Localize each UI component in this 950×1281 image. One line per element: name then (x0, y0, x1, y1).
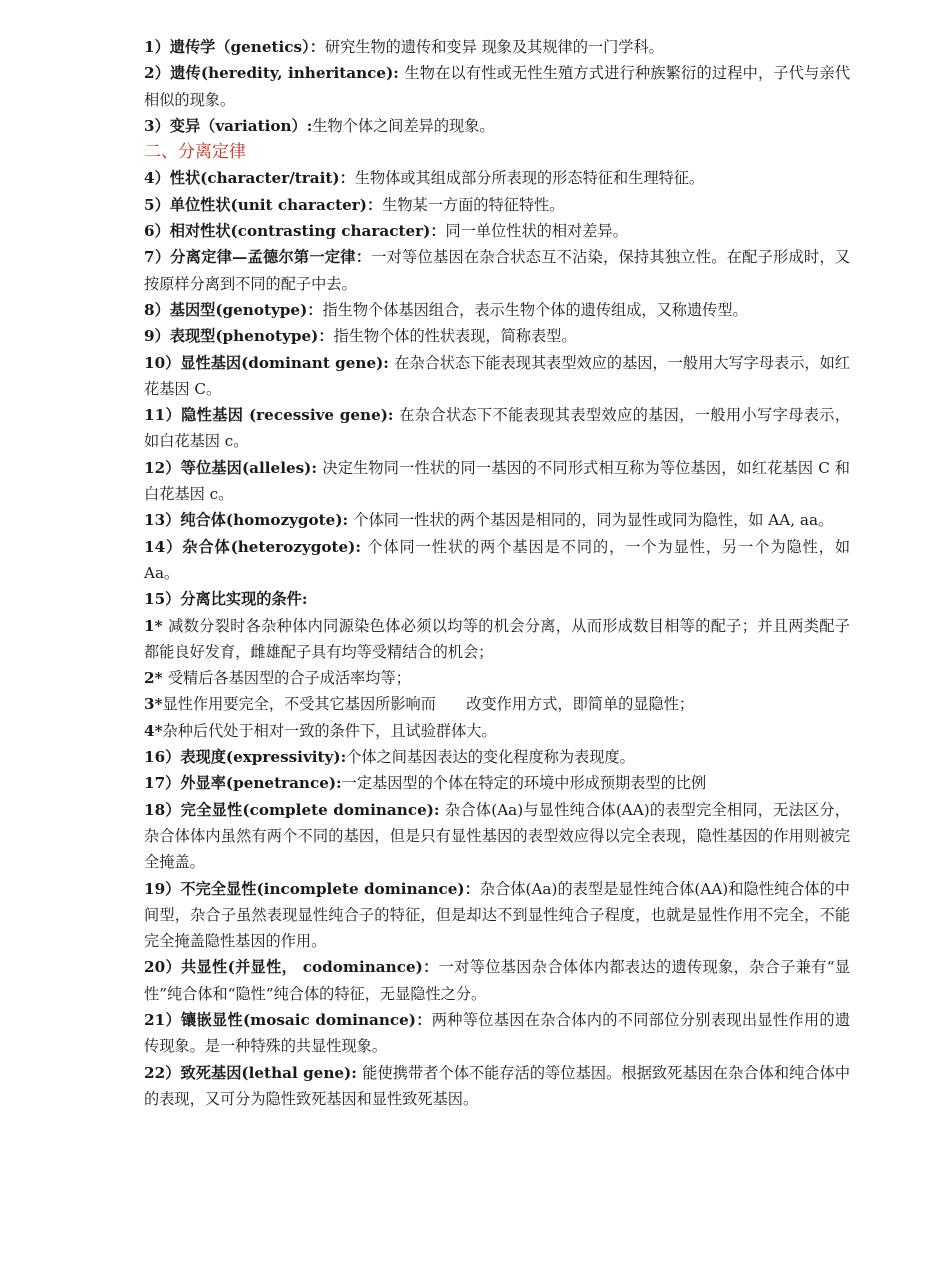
document-page (144, 34, 850, 1112)
item-number: 21） (144, 1010, 181, 1029)
item-term: 变异（variation）: (169, 116, 313, 135)
item-number: 14） (144, 537, 183, 556)
item-text: 生物在以有性或无性生殖方式进行种族繁衍的过程中，子代与亲代相似的现象。 (144, 64, 851, 109)
item-term: 完全显性(complete dominance): (180, 800, 440, 819)
item-text: 受精后各基因型的合子成活率均等； (167, 669, 411, 688)
item-term: 镶嵌显性(mosaic dominance) (180, 1010, 416, 1029)
item-text: 生物个体之间差异的现象。 (312, 116, 495, 135)
item-term: 不完全显性(incomplete dominance) (180, 879, 465, 898)
item-term: 遗传学（genetics） (169, 38, 310, 56)
item-separator: ： (430, 222, 446, 241)
item-term: 分离比实现的条件: (180, 590, 308, 609)
item-text: 能使携带者个体不能存活的等位基因。根据致死基因在杂合体和纯合体中的表现，又可分为隐性致死基因和显性致死基因。 (144, 1063, 851, 1108)
definition-item (144, 797, 850, 876)
definition-item (144, 402, 850, 455)
item-term: 分离定律—孟德尔第一定律 (170, 248, 356, 267)
item-text: 两种等位基因在杂合体内的不同部位分别表现出显性作用的遗传现象。是一种特殊的共显性现象。 (144, 1010, 851, 1056)
item-separator: ： (318, 327, 334, 346)
definition-item (144, 876, 850, 955)
item-text: 指生物个体基因组合，表示生物个体的遗传组成，又称遗传型。 (322, 300, 748, 319)
definition-item (144, 34, 850, 60)
item-text: 个体同一性状的两个基因是相同的，同为显性或同为隐性，如 AA, aa。 (353, 511, 834, 530)
item-term: 表现型(phenotype) (169, 327, 319, 346)
definition-item (144, 586, 850, 612)
definition-item (144, 323, 850, 349)
item-number: 4） (144, 169, 170, 188)
item-text: 杂合体(Aa)与显性纯合体(AA)的表型完全相同，无法区分，杂合体体内虽然有两个不同的基因，但是只有显性基因的表型效应得以完全表现，隐性基因的作用则被完全掩盖。 (144, 800, 850, 872)
item-term: 基因型(genotype) (169, 300, 308, 319)
definitions-list (144, 165, 850, 1112)
item-separator: ： (309, 38, 325, 56)
item-text: 生物体或其组成部分所表现的形态特征和生理特征。 (354, 169, 705, 188)
item-number: 12） (144, 458, 181, 477)
item-text: 生物某一方面的特征特性。 (382, 195, 565, 214)
item-number: 9） (144, 327, 170, 346)
item-text: 减数分裂时各杂种体内同源染色体必须以均等的机会分离，从而形成数目相等的配子；并且两类配子都能良好发育，雌雄配子具有均等受精结合的机会； (144, 616, 850, 661)
item-number: 20） (144, 958, 181, 977)
item-number: 1） (144, 38, 170, 56)
definition-item (144, 507, 850, 533)
item-term: 等位基因(alleles): (180, 458, 317, 477)
item-text: 一对等位基因杂合体体内都表达的遗传现象，杂合子兼有“显性”纯合体和“隐性”纯合体的特征，无显隐性之分。 (144, 958, 851, 1003)
definition-item (144, 613, 850, 666)
item-text: 在杂合状态下能表现其表型效应的基因，一般用大写字母表示，如红花基因 C。 (144, 353, 850, 398)
item-term: 遗传(heredity, inheritance): (170, 64, 399, 83)
item-text: 在杂合状态下不能表现其表型效应的基因，一般用小写字母表示，如白花基因 c。 (144, 406, 851, 451)
item-term: 相对性状(contrasting character) (169, 222, 431, 241)
definition-item (144, 770, 850, 796)
item-number: 16） (144, 748, 181, 767)
item-term: 单位性状(unit character) (169, 195, 367, 214)
item-number: 7） (144, 248, 171, 267)
item-number: 4* (144, 721, 163, 740)
item-separator: ： (339, 169, 355, 188)
item-text: 决定生物同一性状的同一基因的不同形式相互称为等位基因，如红花基因 C 和白花基因 c。 (144, 458, 850, 504)
item-separator: ： (415, 1010, 432, 1029)
item-number: 2* (144, 669, 163, 688)
definition-item (144, 192, 850, 218)
item-number: 8） (144, 300, 170, 319)
section-heading: 二、分离定律 (144, 142, 246, 163)
item-number: 19） (144, 879, 181, 898)
item-text: 指生物个体的性状表现，简称表型。 (333, 327, 577, 346)
item-text: 同一单位性状的相对差异。 (445, 222, 628, 241)
definition-item (144, 297, 850, 323)
definition-item (144, 244, 850, 297)
definition-item (144, 534, 850, 587)
item-number: 1* (144, 616, 163, 635)
definition-item (144, 113, 850, 139)
item-number: 5） (144, 195, 170, 214)
item-separator: ： (355, 248, 372, 267)
item-term: 纯合体(homozygote): (180, 511, 349, 530)
item-number: 6） (144, 222, 170, 241)
item-number: 18） (144, 800, 181, 819)
item-number: 13） (144, 511, 181, 530)
definitions-intro (144, 34, 850, 139)
item-text: 个体之间基因表达的变化程度称为表现度。 (346, 748, 635, 767)
definition-item (144, 691, 850, 717)
definition-item (144, 954, 850, 1007)
item-term: 表现度(expressivity): (180, 748, 347, 767)
definition-item (144, 1060, 850, 1113)
item-text: 杂合体(Aa)的表型是显性纯合体(AA)和隐性纯合体的中间型，杂合子虽然表现显性纯合子的特征，但是却达不到显性纯合子程度，也就是显性作用不完全，不能完全掩盖隐性基因的作用。 (144, 879, 850, 951)
definition-item (144, 718, 850, 744)
item-term: 致死基因(lethal gene): (180, 1063, 357, 1082)
item-term: 杂合体(heterozygote): (182, 537, 361, 556)
definition-item (144, 350, 850, 403)
item-text: 研究生物的遗传和变异 现象及其规律的一门学科。 (324, 38, 664, 56)
item-text: 显性作用要完全，不受其它基因所影响而 改变作用方式，即简单的显隐性； (162, 695, 695, 714)
item-term: 外显率(penetrance): (180, 774, 342, 793)
definition-item (144, 218, 850, 244)
item-term: 共显性(并显性， codominance) (181, 958, 423, 977)
item-number: 22） (144, 1063, 181, 1082)
definition-item (144, 60, 850, 113)
item-term: 显性基因(dominant gene): (180, 353, 389, 372)
definition-item (144, 744, 850, 770)
item-separator: ： (366, 195, 383, 214)
item-separator: ： (422, 958, 439, 977)
item-term: 性状(character/trait) (169, 169, 340, 188)
item-text: 杂种后代处于相对一致的条件下，且试验群体大。 (162, 721, 497, 740)
item-separator: ： (464, 879, 480, 898)
item-number: 17） (144, 774, 181, 793)
item-number: 3） (144, 116, 170, 135)
definition-item (144, 455, 850, 508)
definition-item (144, 1007, 850, 1060)
item-number: 10） (144, 353, 181, 372)
item-text: 一定基因型的个体在特定的环境中形成预期表型的比例 (341, 774, 707, 793)
definition-item (144, 165, 850, 191)
item-number: 3* (144, 695, 163, 714)
item-number: 15） (144, 590, 181, 609)
item-separator: ： (307, 300, 323, 319)
definition-item (144, 665, 850, 691)
item-text: 一对等位基因在杂合状态互不沾染，保持其独立性。在配子形成时，又按原样分离到不同的配子中去。 (144, 248, 851, 293)
item-term: 隐性基因 (recessive gene): (181, 406, 394, 425)
item-text: 个体同一性状的两个基因是不同的，一个为显性，另一个为隐性，如 Aa。 (144, 537, 850, 582)
item-number: 11） (144, 406, 182, 425)
item-number: 2） (144, 64, 171, 83)
